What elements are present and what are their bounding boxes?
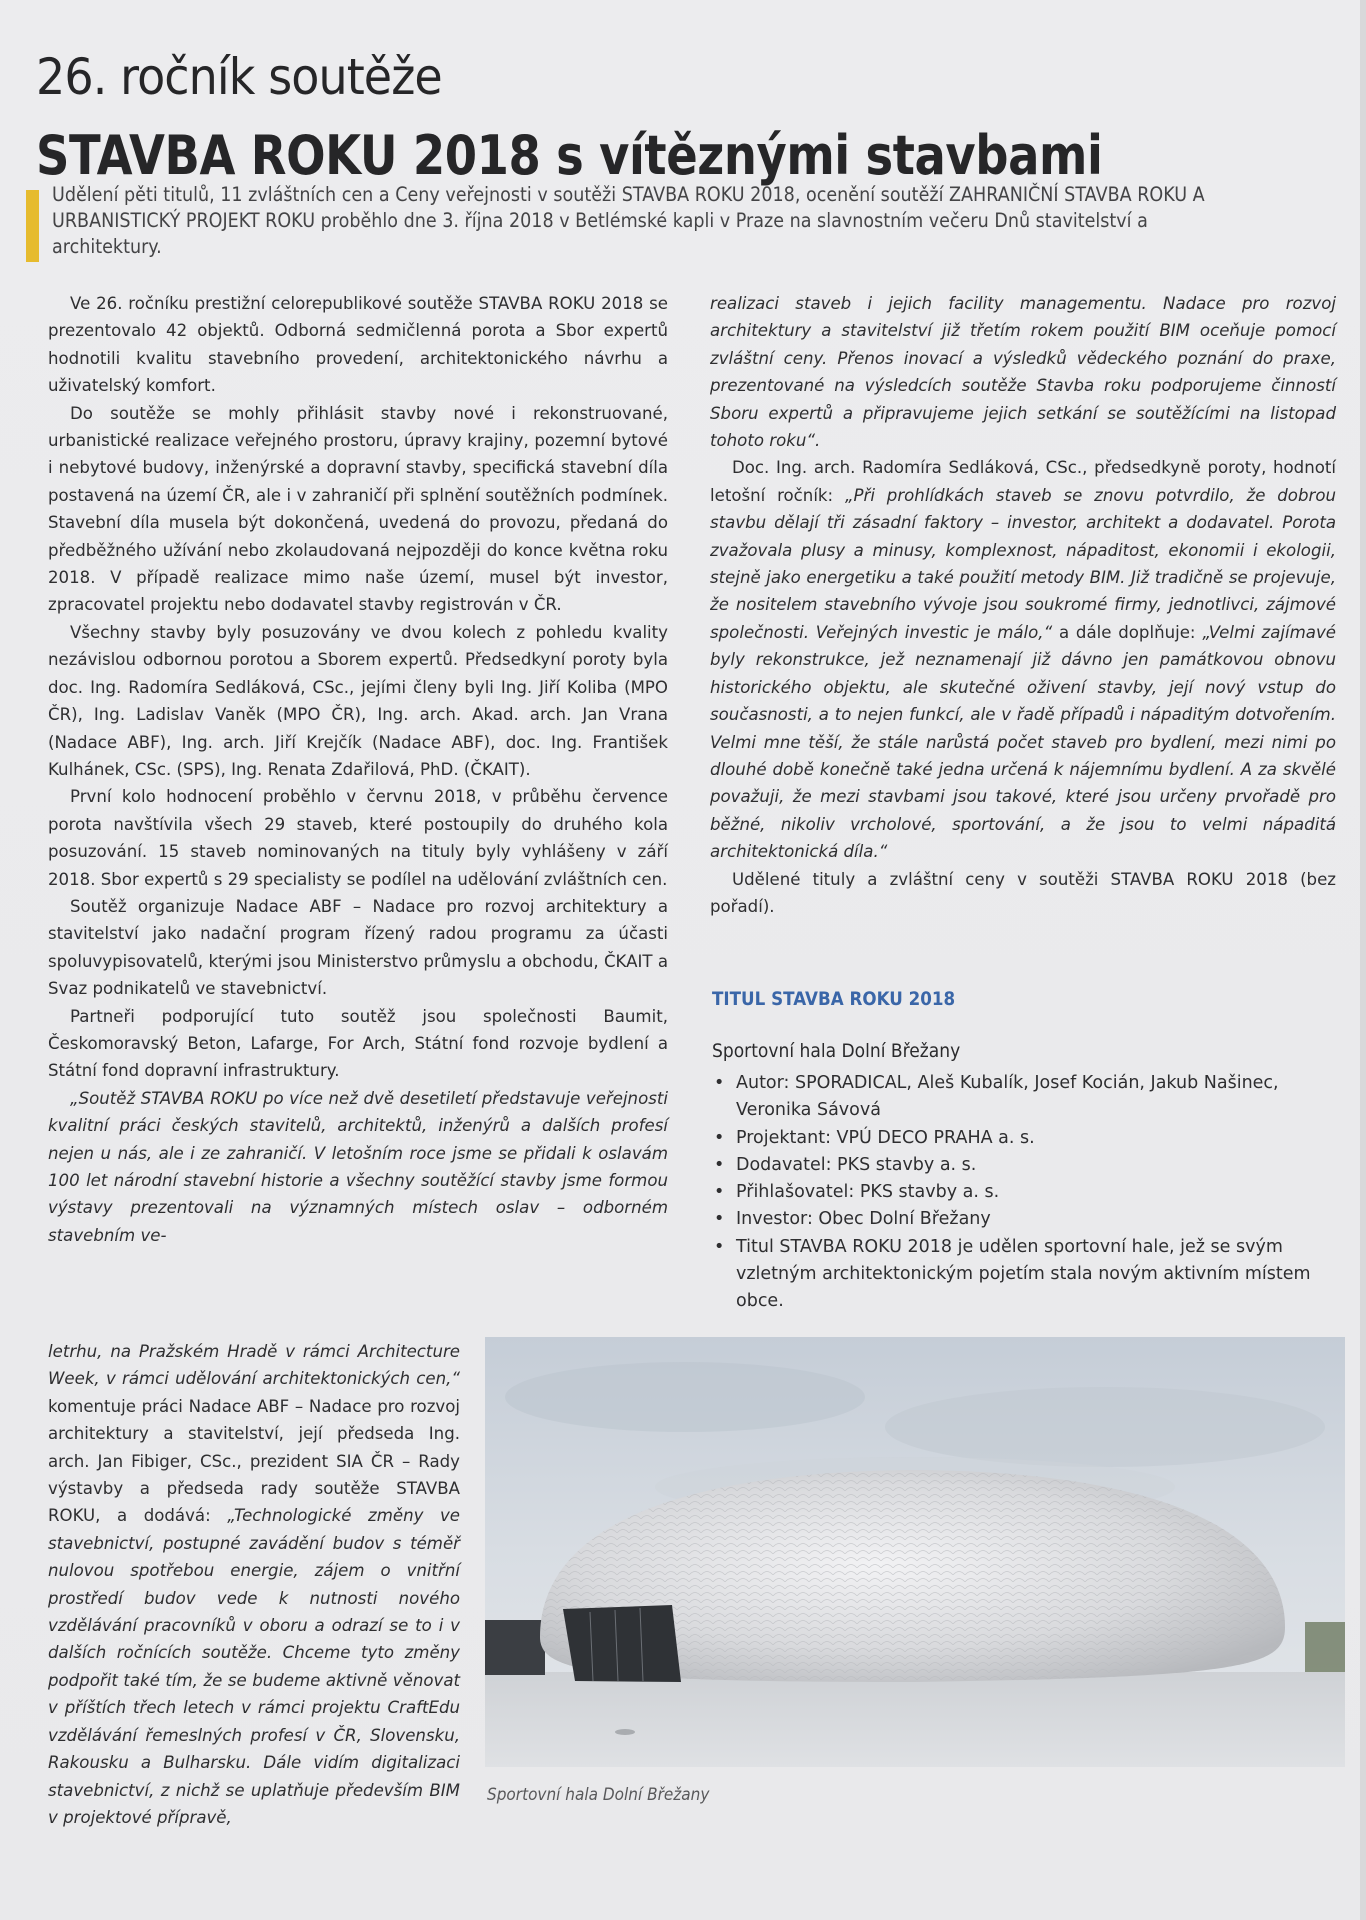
entrance-glazing: [563, 1605, 681, 1682]
bullet-icon: •: [714, 1127, 725, 1148]
left-column-narrow: [48, 1338, 460, 1831]
list-item: [712, 1179, 1352, 1206]
list-item: [712, 1152, 1352, 1179]
right-column: [710, 290, 1336, 920]
photo-caption: Sportovní hala Dolní Břežany: [487, 1785, 710, 1805]
body-paragraph: Udělené tituly a zvláštní ceny v soutěži STAVBA ROKU 2018 (bez pořadí).: [710, 869, 1336, 916]
quote-continuation: [48, 1338, 460, 1831]
list-item-text: Projektant: VPÚ DECO PRAHA a. s.: [736, 1127, 1035, 1148]
bullet-icon: •: [714, 1236, 725, 1257]
sports-hall-photo: [485, 1337, 1345, 1767]
body-text: Doc. Ing. arch. Radomíra Sedláková, CSc., předsedkyně poroty, hodnotí letošní ročník:: [710, 458, 1336, 505]
bullet-icon: •: [714, 1154, 725, 1175]
section-title: TITUL STAVBA ROKU 2018: [712, 988, 956, 1010]
winner-name: Sportovní hala Dolní Břežany: [712, 1040, 961, 1062]
bullet-icon: •: [714, 1182, 725, 1203]
quote-text: „Při prohlídkách staveb se znovu potvrdilo, že dobrou stavbu dělají tři zásadní faktory – investor, architekt a dodavatel. Porota zvažovala plusy a minusy, komplexnost, nápaditost, ekonomii i ekologii, stejně jako energetiku a také použití metody BIM. Již tradičně se projevuje, že nositelem stavebního vývoje jsou soukromé firmy, jednotlivci, zájmové společnosti. Veřejných investic je málo,“: [710, 485, 1336, 642]
body-paragraph: Všechny stavby byly posuzovány ve dvou kolech z pohledu kvality nezávislou odbornou porotou a Sborem expertů. Předsedkyní poroty byla doc. Ing. Radomíra Sedláková, CSc., jejími členy byli Ing. Jiří Koliba (MPO ČR), Ing. Ladislav Vaněk (MPO ČR), Ing. arch. Akad. arch. Jan Vrana (Nadace ABF), Ing. arch. Jiří Krejčík (Nadace ABF), doc. Ing. František Kulhánek, CSc. (SPS), Ing. Renata Zdařilová, PhD. (ČKAIT).: [48, 622, 668, 779]
quote-text: „Velmi zajímavé byly rekonstrukce, jež neznamenají již dávno jen památkovou obnovu historického objektu, ale skutečné oživení stavby, její nový vstup do současnosti, a to nejen funkcí, ale v řadě případů i nápaditým dotvořením. Velmi mne těší, že stále narůstá počet staveb pro bydlení, mezi nimi po dlouhé době konečně také jedna určená k nájemnímu bydlení. A za skvělé považuji, že mezi stavbami jsou takové, které jsou určeny prvořadě pro běžné, nikoliv vrcholové, sportování, a že jsou to velmi nápaditá architektonická díla.“: [710, 622, 1336, 862]
list-item: [712, 1125, 1352, 1152]
lead-paragraph: Udělení pěti titulů, 11 zvláštních cen a Ceny veřejnosti v soutěži STAVBA ROKU 2018, ocenění soutěží ZAHRANIČNÍ STAVBA ROKU A URBANISTICKÝ PROJEKT ROKU proběhlo dne 3. října 2018 v Betlémské kapli v Praze na slavnostním večeru Dnů stavitelství a architektury.: [52, 183, 1205, 258]
body-text: a dále doplňuje:: [1052, 622, 1203, 642]
quote-text: „Soutěž STAVBA ROKU po více než dvě desetiletí představuje veřejnosti kvalitní práci českých stavitelů, architektů, inženýrů a dalších profesí nejen u nás, ale i ze zahraničí. V letošním roce jsme se přidali k oslavám 100 let národní stavební historie a všechny soutěžící stavby jsme formou výstavy prezentovali na významných místech oslav – odborném stavebním ve-: [48, 1088, 668, 1245]
quote-text: „Technologické změny ve stavebnictví, postupné zavádění budov s téměř nulovou spotřebou energie, zájem o vnitřní prostředí budov vede k nutnosti nového vzdělávání pracovníků v oboru a odrazí se to i v dalších ročnících soutěže. Chceme tyto změny podpořit také tím, že se budeme aktivně věnovat v příštích třech letech v rámci projektu CraftEdu vzdělávání řemeslných profesí v ČR, Slovensku, Rakousku a Bulharsku. Dále vidím digitalizaci stavebnictví, z nichž se uplatňuje především BIM v projektové přípravě,: [48, 1506, 461, 1827]
body-paragraph: [710, 454, 1336, 865]
list-item-text: Přihlašovatel: PKS stavby a. s.: [736, 1182, 1000, 1203]
bullet-icon: •: [714, 1073, 725, 1093]
bullet-icon: •: [714, 1209, 725, 1230]
manhole: [615, 1729, 635, 1735]
list-item: [712, 1070, 1352, 1125]
list-item-text: Autor: SPORADICAL, Aleš Kubalík, Josef Kocián, Jakub Našinec, Veronika Sávová: [736, 1073, 1279, 1121]
adjacent-building: [485, 1620, 545, 1675]
page-edge: [1360, 0, 1366, 1920]
quote-paragraph: [48, 1085, 668, 1249]
winner-details-list: [712, 1070, 1352, 1316]
sports-hall-illustration: [485, 1337, 1345, 1767]
quote-paragraph: [710, 290, 1336, 454]
body-paragraph: Do soutěže se mohly přihlásit stavby nové i rekonstruované, urbanistické realizace veřejného prostoru, úpravy krajiny, pozemní bytové i nebytové budovy, inženýrské a dopravní stavby, specifická stavební díla postavená na území ČR, ale i v zahraničí při splnění soutěžních podmínek. Stavební díla musela být dokončená, uvedená do provozu, předaná do předběžného užívání nebo zkolaudovaná nejpozději do konce května roku 2018. V případě realizace mimo naše území, musel být investor, zpracovatel projektu nebo dodavatel stavby registrován v ČR.: [48, 403, 668, 615]
body-paragraph: Partneři podporující tuto soutěž jsou společnosti Baumit, Českomoravský Beton, Lafarge, For Arch, Státní fond rozvoje bydlení a Státní fond dopravní infrastruktury.: [48, 1006, 668, 1081]
list-item: [712, 1206, 1352, 1233]
headline-line-2: STAVBA ROKU 2018 s vítěznými stavbami: [36, 124, 1103, 188]
lead-accent-bar: [26, 190, 39, 262]
body-paragraph: Ve 26. ročníku prestižní celorepublikové soutěže STAVBA ROKU 2018 se prezentovalo 42 objektů. Odborná sedmičlenná porota a Sbor expertů hodnotili kvalitu stavebního provedení, architektonického návrhu a uživatelský komfort.: [48, 294, 668, 396]
quote-text: realizaci staveb i jejich facility managementu. Nadace pro rozvoj architektury a stavitelství již třetím rokem použití BIM oceňuje pomocí zvláštní ceny. Přenos inovací a výsledků vědeckého poznání do praxe, prezentované na výsledcích soutěže Stavba roku podporujeme činností Sboru expertů a připravujeme jejich setkání se soutěžícími na listopad tohoto roku“.: [710, 294, 1336, 451]
left-column: [48, 290, 668, 1249]
list-item: [712, 1234, 1352, 1316]
body-text: komentuje práci Nadace ABF – Nadace pro rozvoj architektury a stavitelství, její předseda Ing. arch. Jan Fibiger, CSc., prezident SIA ČR – Rady výstavby a předseda rady soutěže STAVBA ROKU, a dodává:: [48, 1396, 460, 1526]
headline-line-1: 26. ročník soutěže: [36, 47, 442, 106]
list-item-text: Titul STAVBA ROKU 2018 je udělen sportovní hale, jež se svým vzletným architektonickým pojetím stala novým aktivním místem obce.: [736, 1236, 1311, 1312]
quote-text: letrhu, na Pražském Hradě v rámci Architecture Week, v rámci udělování architektonických cen,“: [48, 1342, 460, 1389]
body-paragraph: Soutěž organizuje Nadace ABF – Nadace pro rozvoj architektury a stavitelství jako nadační program řízený radou programu za účasti spoluvypisovatelů, kterými jsou Ministerstvo průmyslu a obchodu, ČKAIT a Svaz podnikatelů ve stavebnictví.: [48, 896, 668, 999]
plaza-ground: [485, 1672, 1345, 1767]
list-item-text: Dodavatel: PKS stavby a. s.: [736, 1154, 977, 1175]
body-paragraph: První kolo hodnocení proběhlo v červnu 2018, v průběhu července porota navštívila všech 29 staveb, které postoupily do druhého kola posuzování. 15 staveb nominovaných na tituly byly vyhlášeny v září 2018. Sbor expertů s 29 specialisty se podílel na udělování zvláštních cen.: [48, 787, 668, 889]
list-item-text: Investor: Obec Dolní Břežany: [736, 1209, 991, 1230]
